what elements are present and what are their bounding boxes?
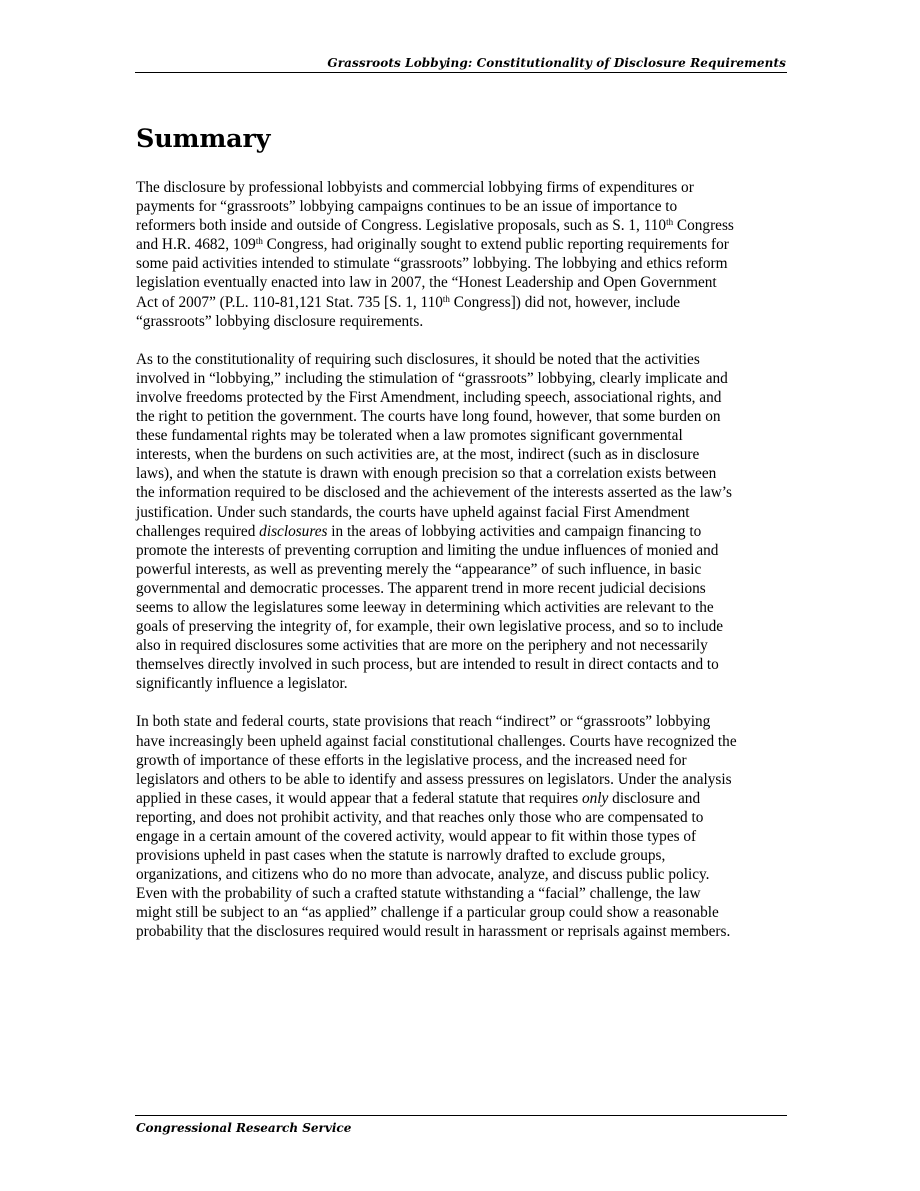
summary-paragraph: [136, 712, 788, 941]
text-line: [136, 655, 788, 674]
text-line: [136, 865, 788, 884]
text-line: [136, 903, 788, 922]
text-line: [136, 197, 788, 216]
line-text: goals of preserving the integrity of, for example, their own legislative process, and so to include: [136, 618, 724, 636]
ordinal-superscript: th: [442, 293, 450, 304]
line-text: these fundamental rights may be tolerated when a law promotes significant governmental: [136, 427, 683, 445]
line-text: powerful interests, as well as preventing merely the “appearance” of such influence, in basic: [136, 560, 702, 578]
line-text: themselves directly involved in such process, but are intended to result in direct contacts and to: [136, 656, 719, 674]
line-text: in the areas of lobbying activities and campaign financing to: [327, 522, 702, 540]
text-line: [136, 369, 788, 388]
text-line: [136, 712, 788, 731]
line-text: The disclosure by professional lobbyists and commercial lobbying firms of expenditures or: [136, 179, 694, 196]
line-text: As to the constitutionality of requiring such disclosures, it should be noted that the activities: [136, 350, 700, 368]
text-line: [136, 598, 788, 617]
line-text: payments for “grassroots” lobbying campaigns continues to be an issue of importance to: [136, 198, 678, 216]
line-text: seems to allow the legislatures some leeway in determining which activities are relevant to the: [136, 598, 714, 616]
ordinal-superscript: th: [255, 236, 263, 247]
text-line: [136, 827, 788, 846]
text-line: [136, 426, 788, 445]
line-text: governmental and democratic processes. The apparent trend in more recent judicial decisions: [136, 579, 706, 597]
text-line: [136, 464, 788, 483]
line-text: legislators and others to be able to identify and assess pressures on legislators. Under the analysis: [136, 770, 732, 788]
text-line: [136, 483, 788, 502]
text-line: [136, 560, 788, 579]
line-text: some paid activities intended to stimulate “grassroots” lobbying. The lobbying and ethics reform: [136, 255, 728, 273]
text-line: [136, 751, 788, 770]
text-line: [136, 808, 788, 827]
line-text: involved in “lobbying,” including the stimulation of “grassroots” lobbying, clearly implicate and: [136, 369, 728, 387]
text-line: [136, 503, 788, 522]
text-line: [136, 732, 788, 751]
line-text: reformers both inside and outside of Congress. Legislative proposals, such as S. 1, 110: [136, 217, 667, 235]
text-line: [136, 235, 788, 254]
text-line: [136, 216, 788, 235]
line-text: organizations, and citizens who do no more than advocate, analyze, and discuss public policy.: [136, 866, 710, 884]
line-text: Congress]) did not, however, include: [449, 293, 681, 311]
text-line: [136, 922, 788, 941]
text-line: [136, 350, 788, 369]
line-text: engage in a certain amount of the covered activity, would appear to fit within those types of: [136, 828, 697, 845]
text-line: [136, 254, 788, 273]
line-text: laws), and when the statute is drawn with enough precision so that a correlation exists between: [136, 465, 717, 483]
running-footer: Congressional Research Service: [136, 1121, 352, 1135]
line-text: interests, when the burdens on such activities are, at the most, indirect (such as in disclosure: [136, 446, 700, 464]
line-text: growth of importance of these efforts in the legislative process, and the increased need for: [136, 751, 687, 769]
summary-body: [136, 178, 788, 961]
line-text: promote the interests of preventing corruption and limiting the undue influences of monied and: [136, 541, 719, 559]
line-text: Even with the probability of such a crafted statute withstanding a “facial” challenge, the law: [136, 885, 701, 903]
line-text: involve freedoms protected by the First Amendment, including speech, associational rights, and: [136, 388, 722, 406]
line-text: probability that the disclosures required would result in harassment or reprisals against members.: [136, 923, 731, 941]
text-line: [136, 770, 788, 789]
summary-paragraph: [136, 350, 788, 694]
text-line: [136, 407, 788, 426]
text-line: [136, 541, 788, 560]
line-text: “grassroots” lobbying disclosure requirements.: [136, 312, 424, 330]
line-text: Congress, had originally sought to extend public reporting requirements for: [262, 236, 729, 254]
text-line: [136, 884, 788, 903]
text-line: [136, 312, 788, 331]
line-text: the information required to be disclosed and the achievement of the interests asserted as the law’s: [136, 484, 732, 502]
line-text: In both state and federal courts, state provisions that reach “indirect” or “grassroots” lobbying: [136, 713, 711, 731]
line-text: Congress: [673, 217, 734, 235]
text-line: [136, 846, 788, 865]
text-line: [136, 445, 788, 464]
text-line: [136, 273, 788, 292]
text-line: [136, 388, 788, 407]
ordinal-superscript: th: [666, 217, 674, 228]
line-text: provisions upheld in past cases when the statute is narrowly drafted to exclude groups,: [136, 847, 666, 865]
line-text: might still be subject to an “as applied” challenge if a particular group could show a reasonable: [136, 904, 719, 922]
text-line: [136, 636, 788, 655]
line-text: Act of 2007” (P.L. 110-81,121 Stat. 735 [S. 1, 110: [136, 293, 443, 311]
line-text: disclosure and: [608, 789, 701, 807]
line-text: and H.R. 4682, 109: [136, 236, 256, 254]
line-text: significantly influence a legislator.: [136, 675, 348, 693]
line-text: the right to petition the government. The courts have long found, however, that some burden on: [136, 408, 721, 426]
text-line: [136, 178, 788, 197]
text-line: [136, 789, 788, 808]
line-text: also in required disclosures some activities that are more on the periphery and not necessarily: [136, 637, 708, 655]
line-text: reporting, and does not prohibit activity, and that reaches only those who are compensated to: [136, 808, 704, 826]
line-text: have increasingly been upheld against facial constitutional challenges. Courts have recognized the: [136, 732, 737, 750]
line-text: legislation eventually enacted into law in 2007, the “Honest Leadership and Open Government: [136, 274, 717, 292]
footer-rule: [135, 1115, 787, 1116]
text-line: [136, 522, 788, 541]
emphasis-text: only: [582, 789, 609, 807]
line-text: justification. Under such standards, the courts have upheld against facial First Amendment: [136, 503, 690, 521]
text-line: [136, 617, 788, 636]
line-text: applied in these cases, it would appear that a federal statute that requires: [136, 789, 582, 807]
text-line: [136, 293, 788, 312]
page-title: Summary: [136, 124, 271, 154]
running-header: Grassroots Lobbying: Constitutionality of Disclosure Requirements: [327, 56, 786, 70]
text-line: [136, 674, 788, 693]
line-text: challenges required: [136, 522, 260, 540]
summary-paragraph: [136, 178, 788, 331]
emphasis-text: disclosures: [259, 522, 328, 540]
text-line: [136, 579, 788, 598]
header-rule: [135, 72, 787, 73]
